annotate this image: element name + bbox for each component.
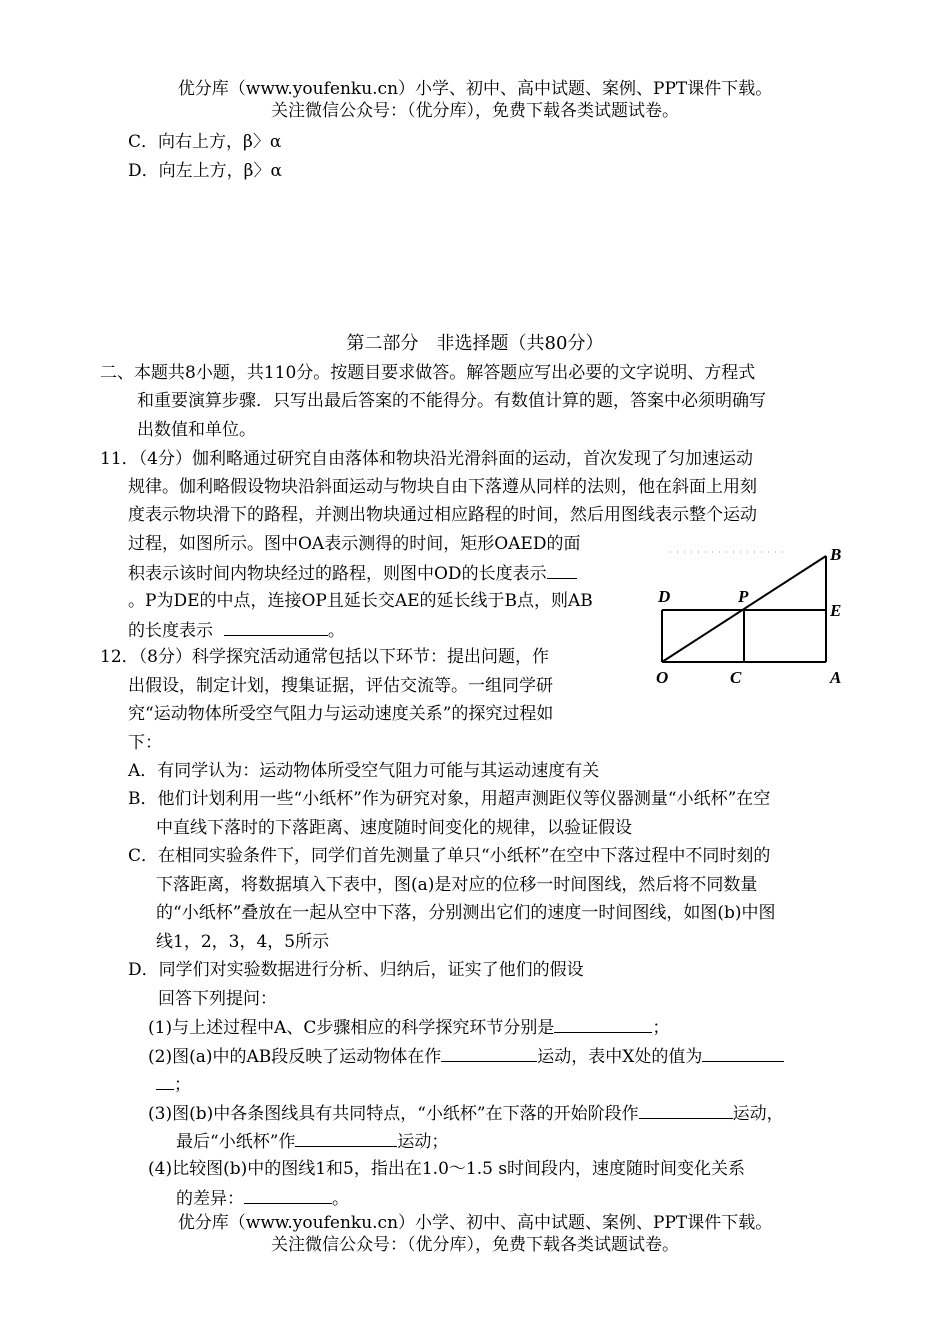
q12-step-b-2: 中直线下落时的下落距离、速度随时间变化的规律，以验证假设 <box>156 818 632 838</box>
q12-line-1: 12．（8分）科学探究活动通常包括以下环节：提出问题，作 <box>100 647 549 667</box>
label-o: O <box>656 668 669 687</box>
q12-sub-2 <box>148 1045 784 1068</box>
label-d: D <box>658 587 671 606</box>
q12-sub-3-cont-text: 最后“小纸杯”作 <box>176 1132 296 1152</box>
q12-sub-1 <box>148 1016 669 1039</box>
label-a: A <box>830 668 842 687</box>
q12-blank-3b[interactable] <box>295 1130 397 1147</box>
q12-line-3: 究“运动物体所受空气阻力与运动速度关系”的探究过程如 <box>128 704 554 724</box>
section-title: 第二部分 非选择题（共80分） <box>346 333 604 354</box>
q12-sub-2-text: (2)图(a)中的AB段反映了运动物体在作 <box>148 1047 442 1067</box>
q12-blank-2a[interactable] <box>441 1045 537 1062</box>
option-d: D．向左上方，β〉α <box>128 161 282 181</box>
q12-line-2: 出假设，制定计划，搜集证据，评估交流等。一组同学研 <box>128 676 553 696</box>
q12-blank-1[interactable] <box>554 1016 652 1033</box>
q11-line-3: 度表示物块滑下的路程，并测出物块通过相应路程的时间，然后用图线表示整个运动 <box>128 505 757 525</box>
q12-sub-2-mid: 运动，表中X处的值为 <box>537 1047 703 1067</box>
q12-step-c-3: 的“小纸杯”叠放在一起从空中下落，分别测出它们的速度一时间图线，如图(b)中图 <box>156 903 776 923</box>
q12-prompt: 回答下列提问： <box>158 989 277 1009</box>
q12-step-b-1: B．他们计划利用一些“小纸杯”作为研究对象，用超声测距仪等仪器测量“小纸杯”在空 <box>128 789 771 809</box>
q12-step-d: D．同学们对实验数据进行分析、归纳后，证实了他们的假设 <box>128 960 584 980</box>
q12-blank-2b-cont[interactable] <box>156 1073 174 1090</box>
option-c: C．向右上方，β〉α <box>128 132 282 152</box>
section-intro-3: 出数值和单位。 <box>137 420 256 440</box>
q11-line-2: 规律。伽利略假设物块沿斜面运动与物块自由下落遵从同样的法则，他在斜面上用刻 <box>128 477 757 497</box>
q12-sub-1-text: (1)与上述过程中A、C步骤相应的科学探究环节分别是 <box>148 1018 555 1038</box>
q11-line-7-text: 的长度表示 <box>128 621 213 641</box>
q11-line-4: 过程，如图所示。图中OA表示测得的时间，矩形OAED的面 <box>128 534 581 554</box>
q12-blank-2b[interactable] <box>702 1045 784 1062</box>
header-line-1: 优分库（www.youfenku.cn）小学、初中、高中试题、案例、PPT课件下载。 <box>177 79 773 99</box>
label-e: E <box>830 601 842 620</box>
label-b: B <box>830 545 842 564</box>
section-intro-1: 二、本题共8小题，共110分。按题目要求做答。解答题应写出必要的文字说明、方程式 <box>100 363 756 383</box>
header-line-2: 关注微信公众号：（优分库），免费下载各类试题试卷。 <box>271 101 679 121</box>
q11-blank-ab[interactable] <box>224 619 328 636</box>
q12-line-4: 下： <box>128 733 162 753</box>
q12-sub-3-cont <box>176 1130 448 1153</box>
geometry-figure <box>652 540 852 690</box>
footer-line-2: 关注微信公众号：（优分库），免费下载各类试题试卷。 <box>271 1235 679 1255</box>
q11-line-5-text: 积表示该时间内物块经过的路程，则图中OD的长度表示 <box>128 564 547 584</box>
section-intro-2: 和重要演算步骤．只写出最后答案的不能得分。有数值计算的题，答案中必须明确写 <box>137 391 766 411</box>
q12-step-c-2: 下落距离，将数据填入下表中，图(a)是对应的位移一时间图线，然后将不同数量 <box>156 875 758 895</box>
footer-line-1: 优分库（www.youfenku.cn）小学、初中、高中试题、案例、PPT课件下载。 <box>177 1213 773 1233</box>
q12-sub-4-cont-text: 的差异： <box>176 1189 244 1209</box>
label-c: C <box>730 668 742 687</box>
q12-sub-3-text: (3)图(b)中各条图线具有共同特点，“小纸杯”在下落的开始阶段作 <box>148 1104 639 1124</box>
q12-sub-3-end: 运动； <box>397 1132 449 1152</box>
q12-step-c-1: C．在相同实验条件下，同学们首先测量了单只“小纸杯”在空中下落过程中不同时刻的 <box>128 846 771 866</box>
q12-sub-2-end: ； <box>174 1075 191 1095</box>
q11-line-1: 11．（4分）伽利略通过研究自由落体和物块沿光滑斜面的运动，首次发现了匀加速运动 <box>100 449 753 469</box>
q11-line-7 <box>128 619 345 642</box>
q12-sub-4-end: 。 <box>332 1189 349 1209</box>
q11-blank-od[interactable] <box>547 562 577 579</box>
q12-blank-3a[interactable] <box>639 1102 733 1119</box>
q12-blank-4[interactable] <box>244 1187 332 1204</box>
q12-sub-3 <box>148 1102 784 1125</box>
label-p: P <box>738 587 749 606</box>
q11-line-5 <box>128 562 577 585</box>
q12-step-a: A．有同学认为：运动物体所受空气阻力可能与其运动速度有关 <box>128 761 600 781</box>
q12-sub-1-end: ； <box>652 1018 670 1038</box>
q11-line-7-end: 。 <box>327 621 345 641</box>
q12-sub-4: (4)比较图(b)中的图线1和5，指出在1.0～1.5 s时间段内，速度随时间变化关系 <box>148 1159 746 1179</box>
q12-sub-4-cont <box>176 1187 349 1210</box>
q12-sub-3-mid: 运动， <box>732 1104 784 1124</box>
q12-step-c-4: 线1，2，3，4，5所示 <box>156 932 330 952</box>
q11-line-6: 。P为DE的中点，连接OP且延长交AE的延长线于B点，则AB <box>128 591 593 611</box>
q12-sub-2-cont <box>156 1073 191 1096</box>
